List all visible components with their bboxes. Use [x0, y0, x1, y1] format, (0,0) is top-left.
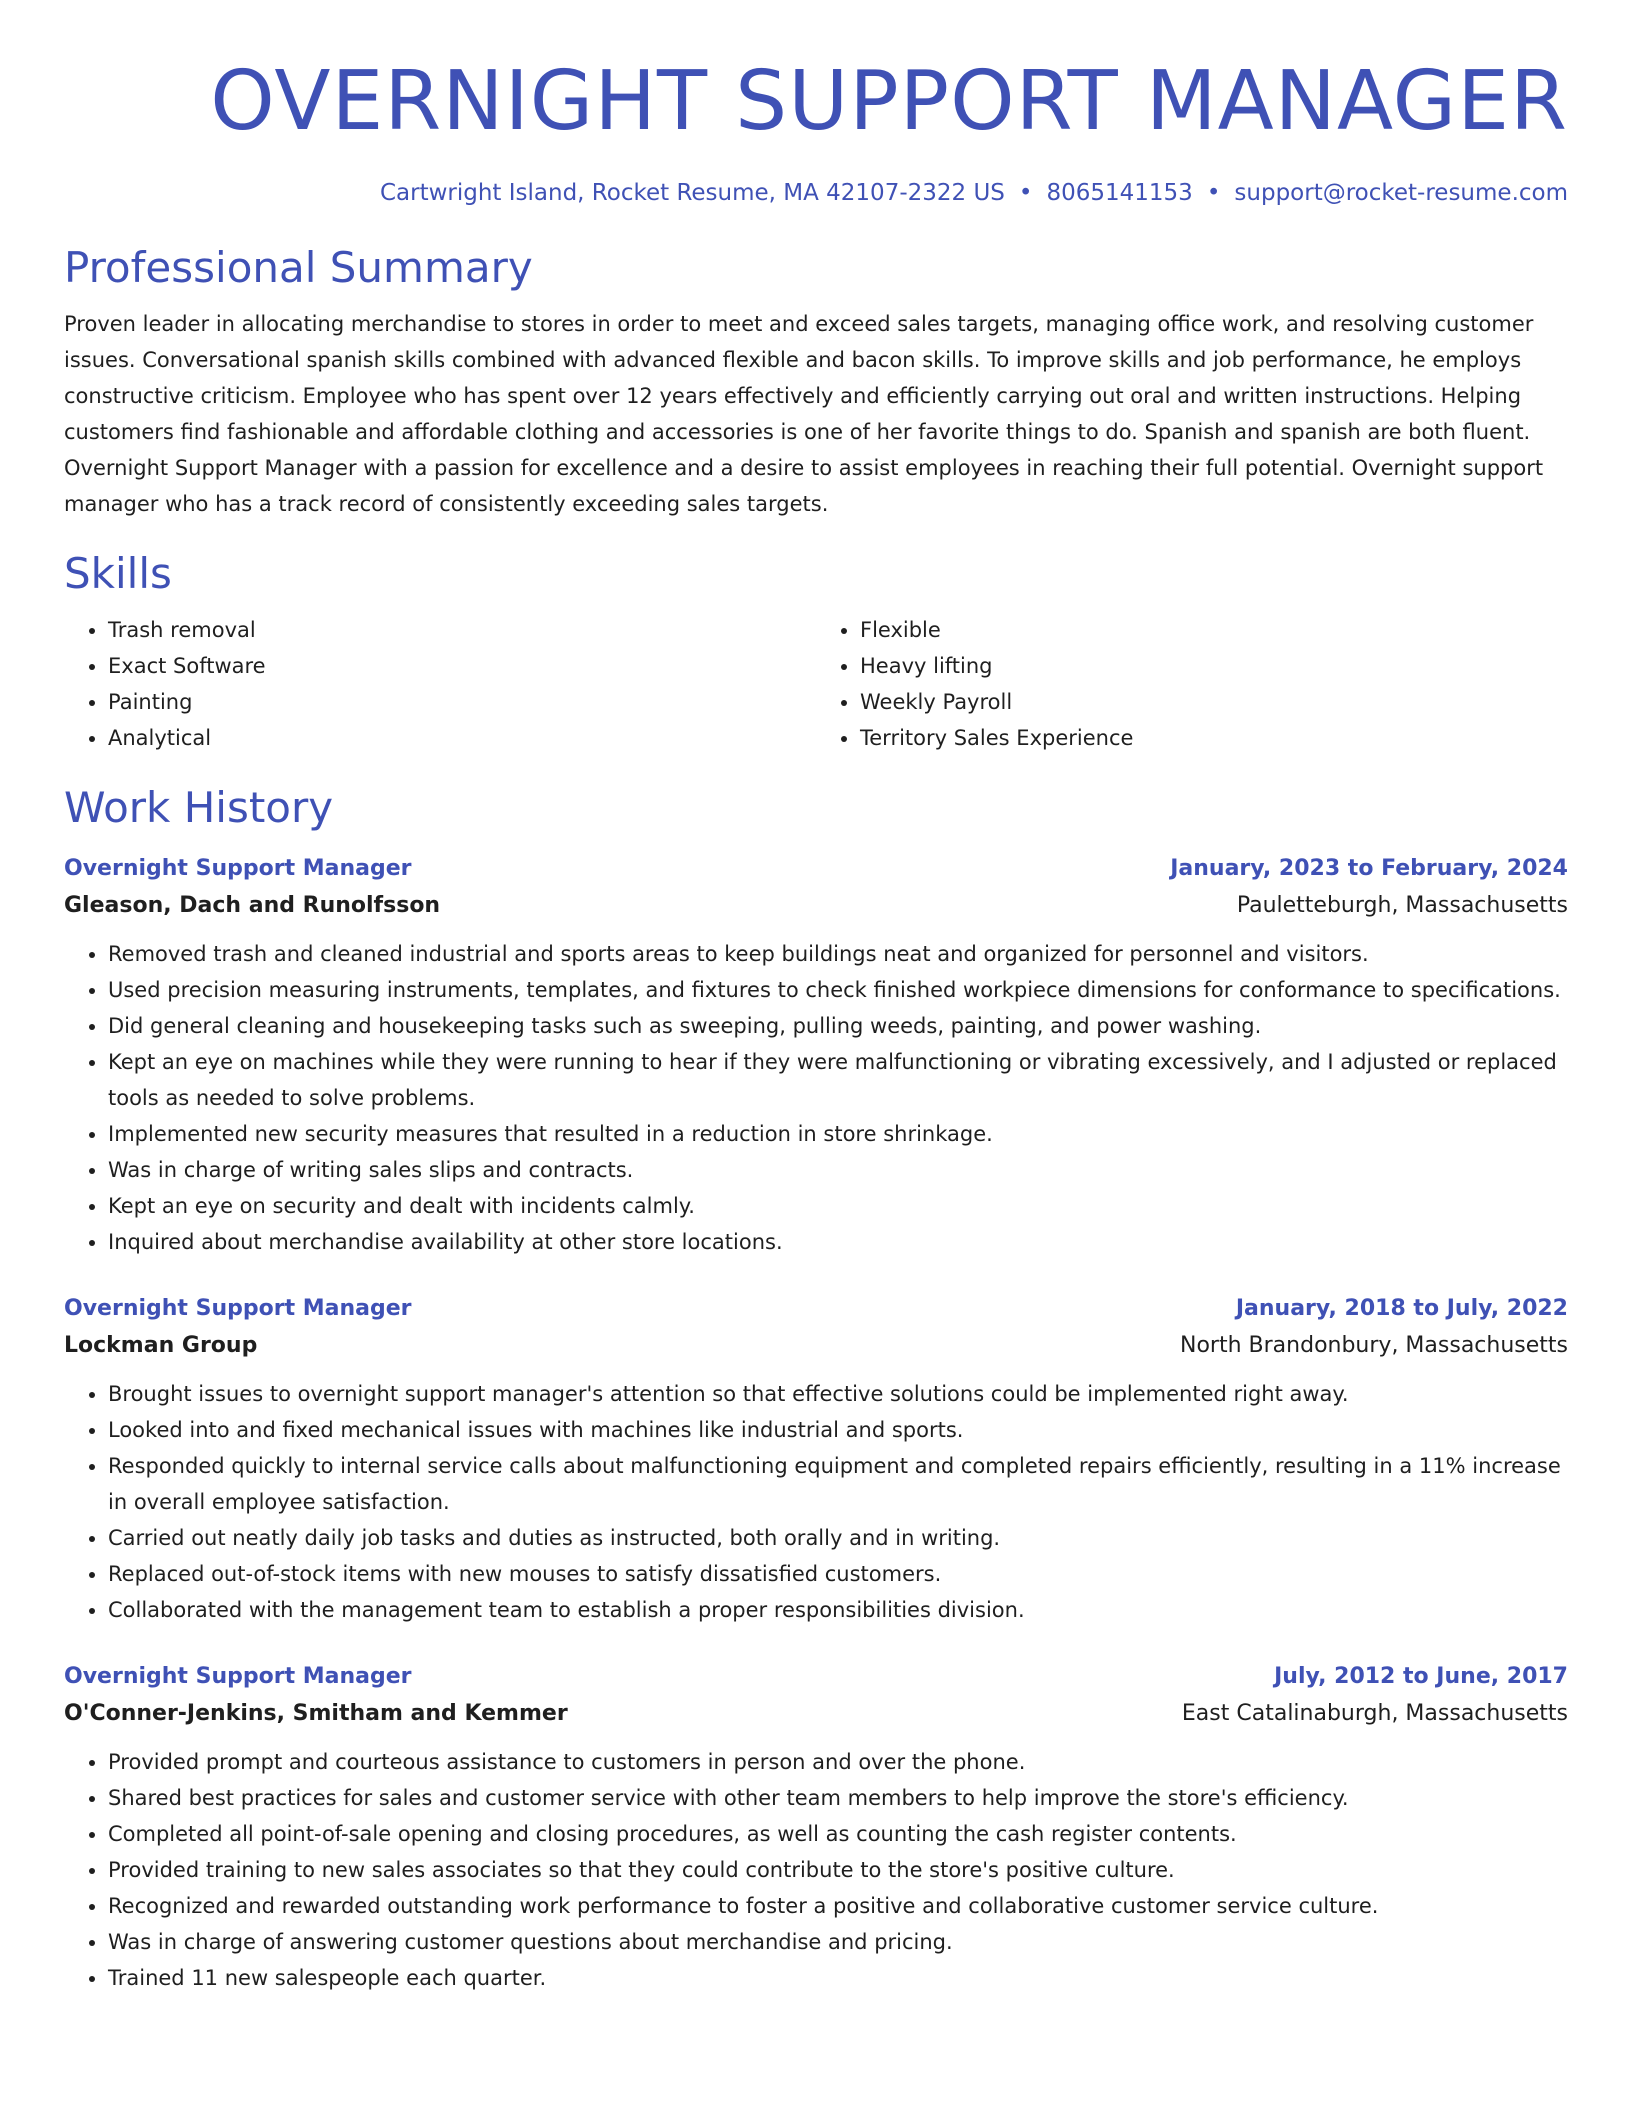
job-employer-row	[64, 886, 1568, 926]
job-bullet: • Provided training to new sales associates so that they could contribute to the store's positive culture.	[108, 1852, 1568, 1888]
job-employer-row	[64, 1694, 1568, 1734]
address: Cartwright Island, Rocket Resume, MA 42107-2322 US	[379, 180, 1005, 206]
professional-summary-section	[64, 242, 1568, 522]
job-title: Overnight Support Manager	[64, 1664, 412, 1689]
job-bullet: • Inquired about merchandise availability at other store locations.	[108, 1224, 1568, 1260]
skill-item: • Flexible	[860, 612, 1568, 648]
section-heading-skills: Skills	[64, 549, 172, 598]
job-bullet: • Collaborated with the management team to establish a proper responsibilities division.	[108, 1592, 1568, 1628]
contact-separator: •	[1206, 180, 1221, 206]
job-bullet: • Brought issues to overnight support manager's attention so that effective solutions could be implemented right away.	[108, 1376, 1568, 1412]
skill-item: • Weekly Payroll	[860, 684, 1568, 720]
skill-item: • Territory Sales Experience	[860, 720, 1568, 756]
skill-item: • Exact Software	[108, 648, 816, 684]
job-entry	[64, 1660, 1568, 1996]
job-entry	[64, 1292, 1568, 1628]
job-bullet: • Responded quickly to internal service calls about malfunctioning equipment and completed repairs efficiently, resulting in a 11% increase in overall employee satisfaction.	[108, 1448, 1568, 1520]
section-heading-summary: Professional Summary	[64, 243, 533, 292]
job-dates: January, 2023 to February, 2024	[1170, 856, 1568, 881]
skills-list-right	[816, 612, 1568, 756]
contact-line	[64, 178, 1568, 208]
job-bullet: • Trained 11 new salespeople each quarter.	[108, 1960, 1568, 1996]
employer-name: O'Conner-Jenkins, Smitham and Kemmer	[64, 1701, 568, 1726]
section-heading-work-history: Work History	[64, 783, 334, 832]
resume-header	[64, 0, 1568, 208]
job-entry	[64, 852, 1568, 1260]
job-bullet: • Implemented new security measures that resulted in a reduction in store shrinkage.	[108, 1116, 1568, 1152]
phone-number: 8065141153	[1046, 180, 1193, 206]
summary-text: Proven leader in allocating merchandise to stores in order to meet and exceed sales targets, managing office work, and resolving customer issues. Conversational spanish skills combined with advanced flexible and bacon skills. To improve skills and job performance, he employs constructive criticism. Employee who has spent over 12 years effectively and efficiently carrying out oral and written instructions. Helping customers find fashionable and affordable clothing and accessories is one of her favorite things to do. Spanish and spanish are both fluent. Overnight Support Manager with a passion for excellence and a desire to assist employees in reaching their full potential. Overnight support manager who has a track record of consistently exceeding sales targets.	[64, 312, 1544, 516]
job-bullet: • Provided prompt and courteous assistance to customers in person and over the phone.	[108, 1744, 1568, 1780]
job-bullet: • Replaced out-of-stock items with new mouses to satisfy dissatisfied customers.	[108, 1556, 1568, 1592]
email-link[interactable]: support@rocket-resume.com	[1234, 180, 1568, 206]
job-bullet: • Kept an eye on machines while they were running to hear if they were malfunctioning or vibrating excessively, and I adjusted or replaced tools as needed to solve problems.	[108, 1044, 1568, 1116]
job-title: Overnight Support Manager	[64, 856, 412, 881]
candidate-name: OVERNIGHT SUPPORT MANAGER	[210, 54, 1568, 149]
job-title-row	[64, 1660, 1568, 1694]
job-bullet: • Looked into and fixed mechanical issues with machines like industrial and sports.	[108, 1412, 1568, 1448]
job-bullet: • Shared best practices for sales and customer service with other team members to help improve the store's efficiency.	[108, 1780, 1568, 1816]
job-bullet: • Was in charge of answering customer questions about merchandise and pricing.	[108, 1924, 1568, 1960]
job-title-row	[64, 852, 1568, 886]
job-bullet: • Did general cleaning and housekeeping tasks such as sweeping, pulling weeds, painting, and power washing.	[108, 1008, 1568, 1044]
skills-columns	[64, 612, 1568, 756]
job-bullet: • Completed all point-of-sale opening and closing procedures, as well as counting the cash register contents.	[108, 1816, 1568, 1852]
job-dates: January, 2018 to July, 2022	[1235, 1296, 1568, 1321]
job-bullet: • Kept an eye on security and dealt with incidents calmly.	[108, 1188, 1568, 1224]
job-bullet: • Was in charge of writing sales slips and contracts.	[108, 1152, 1568, 1188]
job-bullets	[64, 1376, 1568, 1628]
job-location: East Catalinaburgh, Massachusetts	[1181, 1701, 1568, 1726]
contact-separator: •	[1018, 180, 1033, 206]
job-bullet: • Removed trash and cleaned industrial and sports areas to keep buildings neat and organized for personnel and visitors.	[108, 936, 1568, 972]
job-location: Pauletteburgh, Massachusetts	[1236, 893, 1568, 918]
skill-item: • Analytical	[108, 720, 816, 756]
employer-name: Gleason, Dach and Runolfsson	[64, 893, 441, 918]
skill-item: • Heavy lifting	[860, 648, 1568, 684]
skills-list-left	[64, 612, 816, 756]
job-employer-row	[64, 1326, 1568, 1366]
work-history-section	[64, 782, 1568, 1996]
job-title-row	[64, 1292, 1568, 1326]
skills-section	[64, 548, 1568, 756]
job-bullets	[64, 936, 1568, 1260]
skill-item: • Painting	[108, 684, 816, 720]
job-title: Overnight Support Manager	[64, 1296, 412, 1321]
job-bullets	[64, 1744, 1568, 1996]
skill-item: • Trash removal	[108, 612, 816, 648]
job-bullet: • Carried out neatly daily job tasks and duties as instructed, both orally and in writing.	[108, 1520, 1568, 1556]
job-dates: July, 2012 to June, 2017	[1274, 1664, 1568, 1689]
employer-name: Lockman Group	[64, 1333, 258, 1358]
job-location: North Brandonbury, Massachusetts	[1180, 1333, 1568, 1358]
job-bullet: • Used precision measuring instruments, templates, and fixtures to check finished workpiece dimensions for conformance to specifications.	[108, 972, 1568, 1008]
job-bullet: • Recognized and rewarded outstanding work performance to foster a positive and collaborative customer service culture.	[108, 1888, 1568, 1924]
